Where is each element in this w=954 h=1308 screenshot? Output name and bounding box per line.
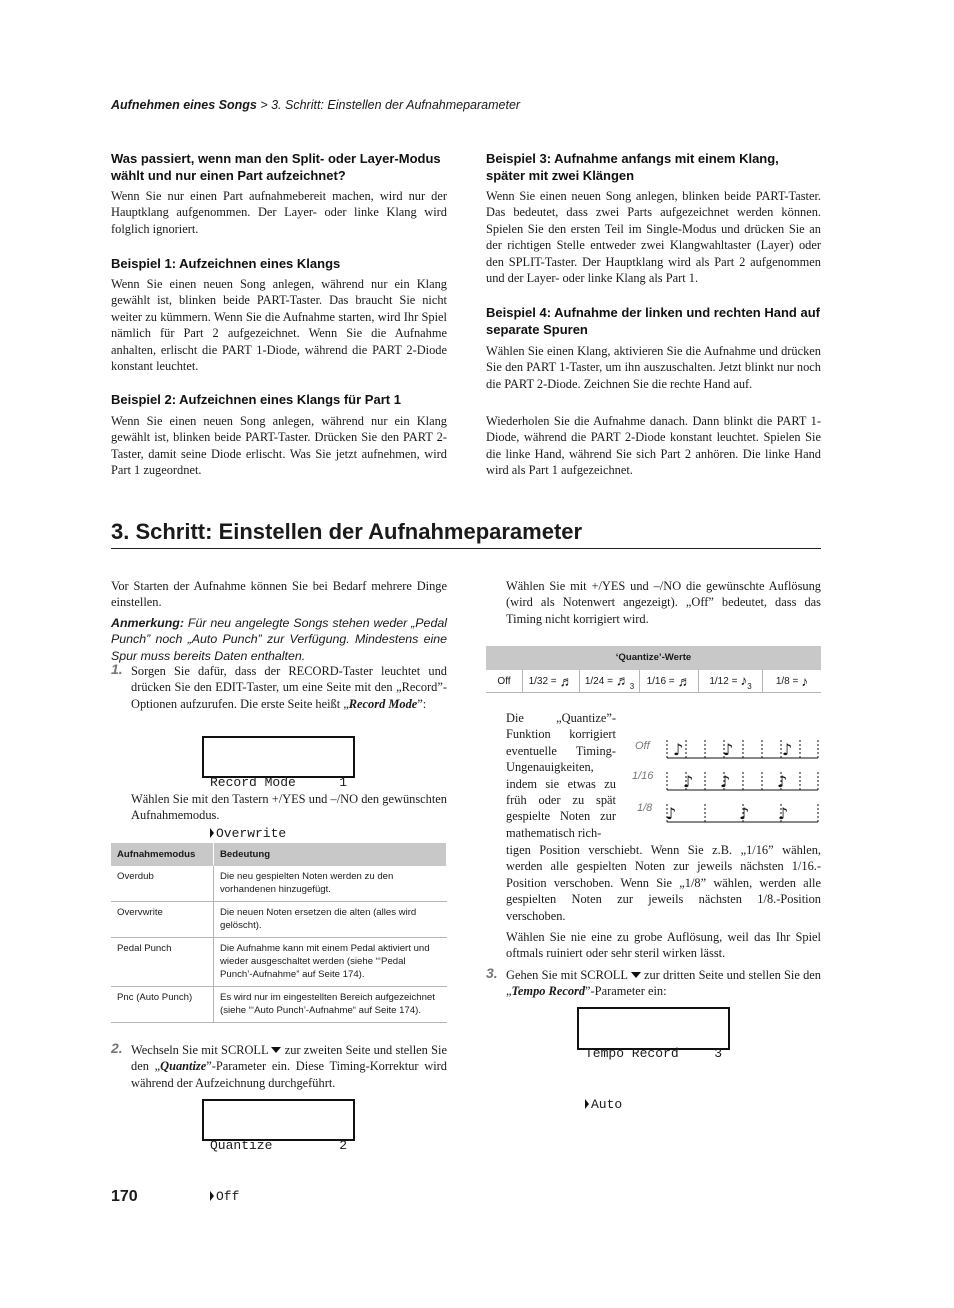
breadcrumb-section: > 3. Schritt: Einstellen der Aufnahmeparameter (256, 98, 521, 112)
note-icon: ♪ (673, 740, 684, 759)
lcd-tempo-record-page: 3 (714, 1046, 722, 1061)
table-cell-mode: Overvwrite (111, 902, 214, 938)
eighth-triplet-icon: $♪_3$ (740, 671, 752, 691)
paragraph-example-4b: Wiederholen Sie die Aufnahme danach. Dann blinkt die PART 1-Diode, während die PART 2-Diode konstant leuchtet. Spielen Sie die linke Hand, während Sie sich Part 2 anhören. Die linke Hand wird als Part 1 aufgezeichnet. (486, 414, 821, 478)
table-row (111, 987, 447, 1023)
paragraph-example-1: Wenn Sie einen neuen Song anlegen, während nur ein Klang gewählt ist, blinken beide PART-Taster. Das braucht Sie nicht weiter zu kümmern. Wenn Sie die Aufnahme starten, wird Ihr Spiel nämlich für Part 2 aufgezeichnet. Wenn Sie die Aufnahme anhalten, erlischt die PART 1-Diode, während die PART 2-Diode konstant leuchtet. (111, 277, 447, 374)
paragraph-example-3: Wenn Sie einen neuen Song anlegen, blinken beide PART-Taster. Das bedeutet, dass zwei Parts aufgezeichnet werden können. Spielen Sie den ersten Teil im Single-Modus und drücken Sie an der richtigen Stelle entweder zwei Klangwahltaster (Layer) oder den SPLIT-Taster. Der Hauptklang wird als Part 2 aufgenommen und der Layer- oder linke Klang als Part 1. (486, 189, 821, 286)
lcd-quantize-page: 2 (339, 1138, 347, 1153)
paragraph-quantize-cont: tigen Position verschiebt. Wenn Sie z.B. „1/16” wählen, werden alle gespielten Noten zur jeweils nächsten 1/16.-Position verschoben. Wenn Sie „1/8” wählen, werden alle gespielten Noten zur jeweils nächsten 1/8.-Position verschoben. (506, 843, 821, 923)
table-cell-desc: Die neuen Noten ersetzen die alten (alles wird gelöscht). (214, 902, 447, 938)
lcd-quantize-value: Off (216, 1189, 240, 1204)
breadcrumb (111, 98, 520, 112)
note-text: Für neu angelegte Songs stehen weder „Pedal Punch” noch „Auto Punch” zur Verfügung. Mindestens eine Spur muss bereits Daten enthalten. (111, 616, 447, 663)
quantize-value-label: 1/16 = (646, 675, 675, 687)
note-icon: ♪ (739, 804, 750, 823)
cursor-arrow-icon (210, 828, 214, 838)
quantize-value-cell (486, 670, 523, 692)
grid-label-off: Off (635, 740, 650, 752)
paragraph-quantize-wrap: Die „Quantize”-Funktion korrigiert eventuelle Timing-Ungenauigkeiten, indem sie etwas zu früh oder zu spät gespielte Noten zur mathematisch rich- (506, 711, 616, 840)
cursor-arrow-icon (210, 1191, 214, 1201)
section-title: 3. Schritt: Einstellen der Aufnahmeparameter (111, 518, 821, 549)
step-3-text (506, 967, 821, 1000)
note-icon: ♪ (782, 740, 793, 759)
lcd-record-mode-page: 1 (339, 775, 347, 790)
breadcrumb-chapter: Aufnehmen eines Songs (111, 98, 257, 112)
page-number: 170 (111, 1188, 138, 1205)
paragraph-warning: Wählen Sie nie eine zu grobe Auflösung, weil das Ihr Spiel oftmals ruiniert oder sehr steril wirken lässt. (506, 930, 821, 961)
paragraph-example-4: Wählen Sie einen Klang, aktivieren Sie die Aufnahme und drücken Sie den PART 1-Taster, um ihn auszuschalten. Jetzt blinkt nur noch die PART 2-Diode. Zeichnen Sie die rechte Hand auf. (486, 344, 821, 391)
table-cell-desc: Die neu gespielten Noten werden zu den vorhandenen hinzugefügt. (214, 866, 447, 902)
quantize-value-label: 1/12 = (709, 675, 738, 687)
step-2-text (131, 1042, 447, 1091)
lcd-tempo-record (577, 1007, 730, 1112)
quantize-value-label: 1/8 = (775, 675, 799, 687)
note-icon: ♪ (683, 772, 694, 791)
quantize-value-label: 1/32 = (528, 675, 557, 687)
scroll-down-icon (271, 1047, 281, 1053)
step-2-text-b: zur zweiten Seite und stellen Sie den „ (131, 1043, 447, 1074)
quantize-value-label: 1/24 = (584, 675, 613, 687)
note-icon: ♪ (777, 772, 788, 791)
quantize-value-cell (699, 670, 763, 692)
quantize-grid-diagram (622, 728, 822, 828)
step-1-text-a: Sorgen Sie dafür, dass der RECORD-Taster leuchtet und drücken Sie den EDIT-Taster, um eine Seite mit den „Record”-Optionen aufzurufen. Die erste Seite heißt „ (131, 664, 447, 711)
paragraph-quantize-intro: Wählen Sie mit +/YES und –/NO die gewünschte Auflösung (wird als Notenwert angezeigt). „Off” bedeutet, dass das Timing nicht korrigiert wird. (506, 579, 821, 626)
step-1-text-b: ”: (417, 696, 427, 711)
step-3-text-c: ”-Parameter ein: (585, 984, 667, 999)
table-row (111, 938, 447, 987)
note (111, 615, 447, 664)
eighth-note-icon: ♪ (801, 673, 809, 689)
heading-example-3: Beispiel 3: Aufnahme anfangs mit einem Klang, später mit zwei Klängen (486, 151, 779, 183)
step-1-text (131, 663, 447, 712)
step-3-text-b: zur dritten Seite und stellen Sie den „ (506, 968, 822, 999)
lcd-record-mode (202, 736, 355, 841)
table-cell-desc: Die Aufnahme kann mit einem Pedal aktiviert und wieder ausgeschaltet werden (siehe “‘Pedal Punch’-Aufnahme” auf Seite 174). (214, 938, 447, 987)
table-cell-desc: Es wird nur im eingestellten Bereich aufgezeichnet (siehe “‘Auto Punch’-Aufnahme“ auf Seite 174). (214, 987, 447, 1023)
step-3-number: 3. (486, 965, 498, 981)
heading-example-4: Beispiel 4: Aufnahme der linken und rechten Hand auf separate Spuren (486, 305, 820, 337)
step-1-number: 1. (111, 661, 123, 677)
scroll-down-icon (631, 972, 641, 978)
table-cell-mode: Pnc (Auto Punch) (111, 987, 214, 1023)
table-row (111, 866, 447, 902)
quantize-value-cell (763, 670, 821, 692)
note-label: Anmerkung: (111, 616, 184, 630)
step-2-param: Quantize (160, 1059, 207, 1074)
grid-label-eighth: 1/8 (637, 802, 653, 814)
quantize-value-cell (640, 670, 699, 692)
cursor-arrow-icon (585, 1099, 589, 1109)
heading-example-2: Beispiel 2: Aufzeichnen eines Klangs für Part 1 (111, 392, 401, 407)
paragraph-intro: Vor Starten der Aufnahme können Sie bei Bedarf mehrere Dinge einstellen. (111, 579, 447, 610)
heading-split-layer: Was passiert, wenn man den Split- oder Layer-Modus wählt und nur einen Part aufzeichnet? (111, 151, 441, 183)
table-cell-mode: Pedal Punch (111, 938, 214, 987)
step-2-number: 2. (111, 1040, 123, 1056)
grid-label-sixteenth: 1/16 (632, 770, 654, 782)
quantize-values-row (486, 670, 821, 693)
heading-example-1: Beispiel 1: Aufzeichnen eines Klangs (111, 256, 341, 271)
quantize-value-cell (580, 670, 640, 692)
paragraph-select-mode: Wählen Sie mit den Tastern +/YES und –/NO den gewünschten Aufnahmemodus. (131, 792, 447, 823)
lcd-record-mode-value: Overwrite (216, 826, 287, 841)
lcd-tempo-record-label: Tempo Record (585, 1046, 679, 1061)
step-3-param: Tempo Record (511, 984, 586, 999)
step-2-text-a: Wechseln Sie mit SCROLL (131, 1043, 272, 1057)
step-1-param: Record Mode (348, 696, 418, 711)
note-icon: ♪ (778, 804, 789, 823)
table-header-mode: Aufnahmemodus (111, 843, 214, 866)
note-icon: ♪ (720, 772, 731, 791)
sixteenth-triplet-icon: $♬_3$ (615, 671, 635, 691)
lcd-quantize (202, 1099, 355, 1204)
record-mode-table (111, 843, 447, 1023)
table-cell-mode: Overdub (111, 866, 214, 902)
lcd-record-mode-label: Record Mode (210, 775, 296, 790)
thirtysecond-note-icon: ♬ (559, 673, 574, 689)
paragraph-example-2: Wenn Sie einen neuen Song anlegen, während nur ein Klang gewählt ist, blinken beide PART-Taster. Drücken Sie den PART 2-Taster, damit seine Diode erlischt. Was Sie jetzt aufnehmen, wird Part 1 zugeordnet. (111, 414, 447, 478)
paragraph-split-layer: Wenn Sie nur einen Part aufnahmebereit machen, wird nur der Hauptklang aufgenommen. Der Layer- oder linke Klang wird folglich ignoriert. (111, 189, 447, 236)
sixteenth-note-icon: ♬ (677, 673, 692, 689)
note-icon: ♪ (666, 804, 677, 823)
note-icon: ♪ (723, 740, 734, 759)
lcd-quantize-label: Quantize (210, 1138, 273, 1153)
quantize-table-title: ‘Quantize’-Werte (486, 646, 821, 670)
step-3-text-a: Gehen Sie mit SCROLL (506, 968, 631, 982)
lcd-tempo-record-value: Auto (591, 1097, 623, 1112)
table-header-meaning: Bedeutung (214, 843, 447, 866)
quantize-value-label: Off (497, 675, 511, 687)
step-2-text-c: ”-Parameter ein. Diese Timing-Korrektur wird während der Aufzeichnung durchgeführt. (131, 1059, 447, 1090)
quantize-value-cell (523, 670, 580, 692)
table-row (111, 902, 447, 938)
